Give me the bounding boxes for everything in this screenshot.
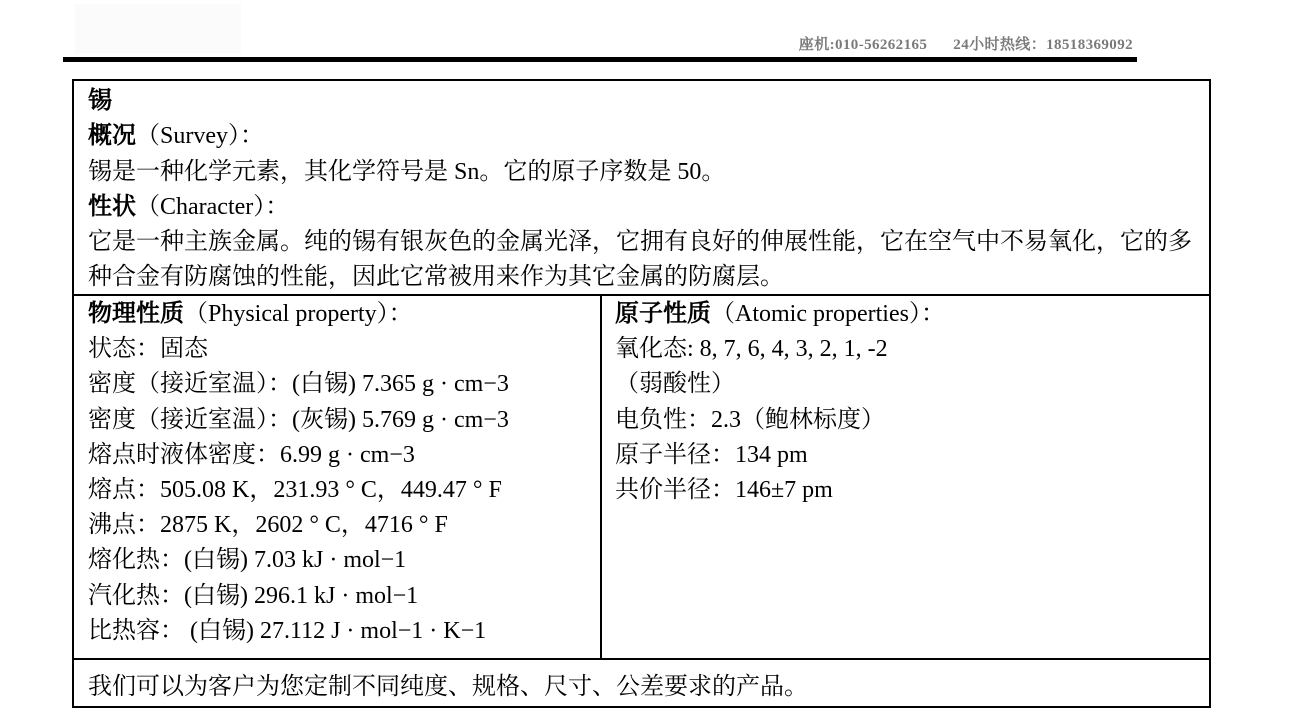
overview-section xyxy=(74,81,1209,296)
character-heading-label: 性状 xyxy=(88,193,136,220)
atomic-property-row: 电负性：2.3（鲍林标度） xyxy=(615,406,885,433)
character-heading-suffix: （Character）： xyxy=(136,193,290,220)
element-title: 锡 xyxy=(88,88,112,114)
survey-heading xyxy=(88,119,1201,154)
survey-heading-suffix: （Survey）： xyxy=(136,123,264,150)
header-divider xyxy=(63,57,1137,62)
product-info-table xyxy=(72,79,1211,708)
atomic-properties-cell xyxy=(602,296,1209,658)
physical-property-row: 熔化热：(白锡) 7.03 kJ · mol−1 xyxy=(88,547,407,574)
physical-properties-heading-suffix: （Physical property）： xyxy=(184,301,413,327)
landline-number: 座机:010-56262165 xyxy=(798,37,928,53)
physical-property-row: 状态：固态 xyxy=(88,336,208,363)
atomic-properties-heading xyxy=(615,297,1203,332)
physical-property-row: 密度（接近室温）：(灰锡) 5.769 g · cm−3 xyxy=(88,406,509,433)
custom-order-row xyxy=(74,660,1209,706)
character-text: 它是一种主族金属。纯的锡有银灰色的金属光泽，它拥有良好的伸展性能，它在空气中不易氧化，它的多种合金有防腐蚀的性能，因此它常被用来作为其它金属的防腐层。 xyxy=(88,229,1192,291)
properties-section xyxy=(74,296,1209,660)
physical-property-row: 密度（接近室温）：(白锡) 7.365 g · cm−3 xyxy=(88,371,509,398)
physical-properties-heading-label: 物理性质 xyxy=(88,301,184,327)
atomic-property-row: 氧化态: 8, 7, 6, 4, 3, 2, 1, -2 xyxy=(615,336,888,363)
survey-heading-label: 概况 xyxy=(88,123,136,150)
atomic-property-row: （弱酸性） xyxy=(615,371,735,398)
atomic-property-row: 共价半径：146±7 pm xyxy=(615,477,833,504)
atomic-properties-heading-label: 原子性质 xyxy=(615,301,711,327)
hotline-number: 24小时热线：18518369092 xyxy=(953,37,1133,53)
custom-order-note: 我们可以为客户为您定制不同纯度、规格、尺寸、公差要求的产品。 xyxy=(88,673,808,700)
physical-property-row: 比热容： (白锡) 27.112 J · mol−1 · K−1 xyxy=(88,617,487,644)
character-heading xyxy=(88,190,1201,225)
physical-properties-cell xyxy=(74,296,602,658)
atomic-properties-heading-suffix: （Atomic properties）： xyxy=(711,301,945,327)
survey-text: 锡是一种化学元素，其化学符号是 Sn。它的原子序数是 50。 xyxy=(88,158,726,185)
atomic-property-row: 原子半径：134 pm xyxy=(615,441,808,468)
contact-info xyxy=(0,33,1133,54)
physical-properties-heading xyxy=(88,297,594,332)
physical-property-row: 熔点时液体密度：6.99 g · cm−3 xyxy=(88,441,415,468)
physical-property-row: 熔点：505.08 K，231.93 ° C，449.47 ° F xyxy=(88,477,502,504)
physical-property-row: 沸点：2875 K，2602 ° C，4716 ° F xyxy=(88,512,448,539)
physical-property-row: 汽化热：(白锡) 296.1 kJ · mol−1 xyxy=(88,582,419,609)
